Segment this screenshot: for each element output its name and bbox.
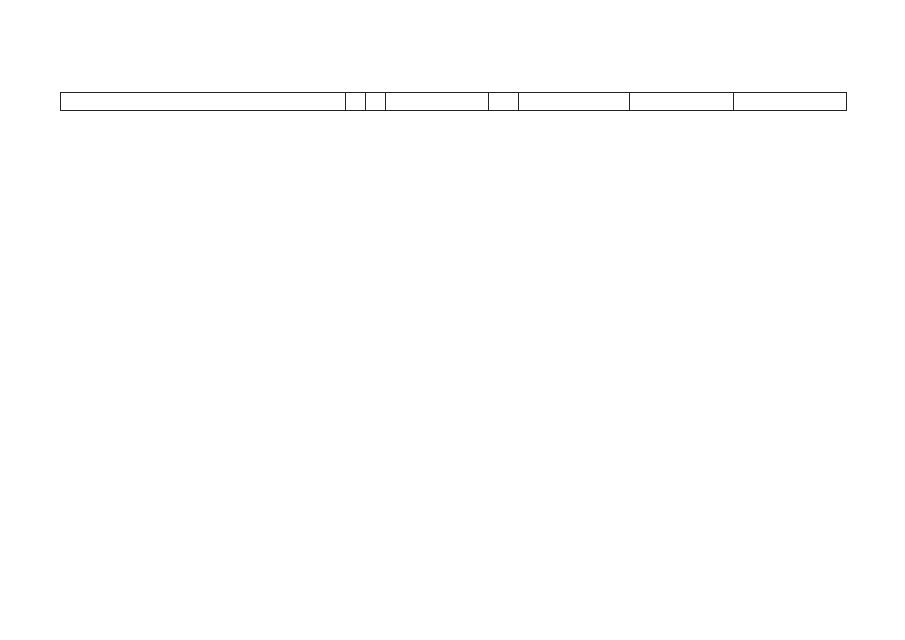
- row-codes: [60, 95, 847, 112]
- budget-table: [60, 92, 847, 112]
